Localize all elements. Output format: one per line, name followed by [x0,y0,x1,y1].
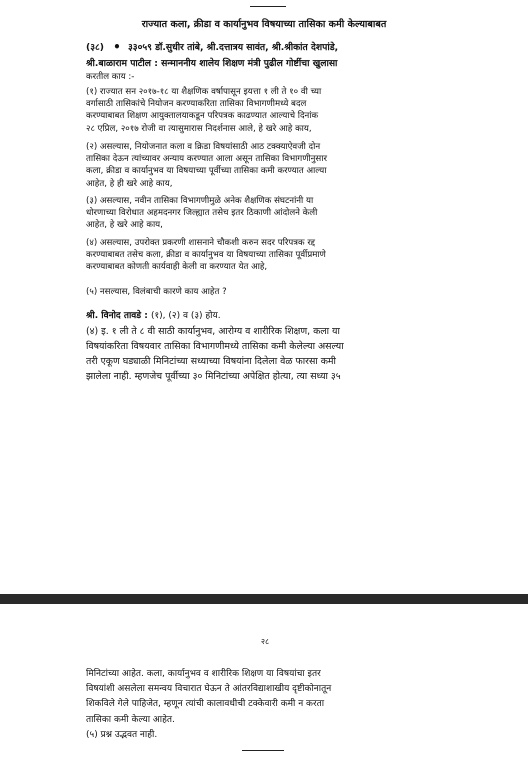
point-line: आहेत, हे ही खरे आहे काय, [86,178,173,189]
point-line: वर्गासाठी तासिकांचे नियोजन करण्याकरिता तासिका विभागणीमध्ये बदल [86,99,307,110]
point-line: तासिका देऊन त्यांच्यावर अन्याय करण्यात आला असून तासिका विभागणीनुसार [86,154,327,165]
document-title: राज्यात कला, क्रीडा व कार्यानुभव विषयाच्या तासिका कमी केल्याबाबत [141,19,387,30]
answer-line: झालेला नाही. म्हणजेच पूर्वीच्या ३० मिनिटांच्या अपेक्षित होत्या, त्या सध्या ३५ [86,371,341,382]
continuation-line: तासिका कमी केल्या आहेत. [86,714,175,725]
point-line: २८ एप्रिल, २०१७ रोजी वा त्यासुमारास निदर्शनास आले, हे खरे आहे काय, [86,123,312,134]
bullet-icon: • [113,40,121,54]
minister-name: श्री. विनोद तावडे : [86,311,148,321]
point-line: आहेत, हे खरे आहे काय, [86,220,163,231]
answer-line: विषयांकरिता विषयवार तासिका विभागणीमध्ये तासिका कमी केलेल्या असल्या [86,341,344,352]
point-line: (४) असल्यास, उपरोक्त प्रकरणी शासनाने चौकशी करुन सदर परिपत्रक रद्द [86,238,316,248]
point-line: करण्याबाबत तसेच कला, क्रीडा व कार्यानुभव या विषयाच्या तासिका पूर्वीप्रमाणे [86,250,326,261]
question-header [86,40,482,54]
question-number: (३८) [86,42,104,53]
point-line: (३) असल्यास, नवीन तासिका विभागणीमुळे अनेक शैक्षणिक संघटनांनी या [86,196,314,206]
question-point [86,237,480,274]
point-line: करण्याबाबत कोणती कार्यवाही केली वा करण्यात येत आहे, [86,262,268,273]
point-line: (५) नसल्यास, विलंबाची कारणे काय आहेत ? [86,287,227,297]
continuation-line: शिकविले गेले पाहिजेत, म्हणून त्यांची कालावधीची टक्केवारी कमी न करता [86,699,325,710]
question-members: डॉ.सुधीर तांबे, श्री.दत्तात्रय सावंत, श्री.श्रीकांत देशपांडे, [155,42,339,53]
point-line: (१) राज्यात सन २०१७-१८ या शैक्षणिक वर्षापासून इयत्ता १ ली ते १० वी च्या [86,87,322,97]
page-number: २८ [260,637,270,646]
continuation-line: मिनिटांच्या आहेत. कला, कार्यानुभव व शारीरिक शिक्षण या विषयांचा इतर [86,669,321,679]
bottom-rule [242,750,284,751]
answer-short: (१), (२) व (३) होय. [150,311,221,321]
point-line: धोरणाच्या विरोधात अहमदनगर जिल्ह्यात तसेच इतर ठिकाणी आंदोलने केली [86,208,318,219]
continuation-paragraph [86,667,486,743]
question-point [86,195,480,232]
question-point [86,86,480,135]
point-line: (२) असल्यास, नियोजनात कला व क्रिडा विषयांसाठी आठ टक्क्याऐवजी दोन [86,142,321,152]
question-point [86,141,480,190]
continuation-line: (५) प्रश्न उद्भवत नाही. [86,729,158,740]
point-line: कला, क्रीडा व कार्यानुभव या विषयाच्या पूर्वीच्या तासिका कमी करण्यात आल्या [86,166,327,177]
answer-header [86,308,480,321]
answer-line: (४) इ. १ ली ते ८ वी साठी कार्यानुभव, आरोग्य व शारीरिक शिक्षण, कला या [86,326,340,337]
question-line-3: करतील काय :- [86,72,135,82]
question-id: ३३०५९ [128,42,152,53]
point-line: करण्याबाबत शिक्षण आयुक्तालयाकडून परिपत्रक काढण्यात आल्याचे दिनांक [86,111,319,122]
answer-line: तरी एकूण घड्याळी मिनिटांच्या सध्याच्या विषयांना दिलेला वेळ फारसा कमी [86,356,336,367]
continuation-line: विषयांशी असलेला समन्वय विचारात घेऊन ते आंतरविद्याशाखीय दृष्टीकोनातून [86,684,332,695]
page-separator [0,594,528,604]
question-line-2: श्री.बाळाराम पाटील : सन्माननीय शालेय शिक्षण मंत्री पुढील गोष्टींचा खुलासा [86,58,338,69]
question-point [86,286,480,298]
top-rule [250,6,286,7]
answer-paragraph [86,324,484,384]
